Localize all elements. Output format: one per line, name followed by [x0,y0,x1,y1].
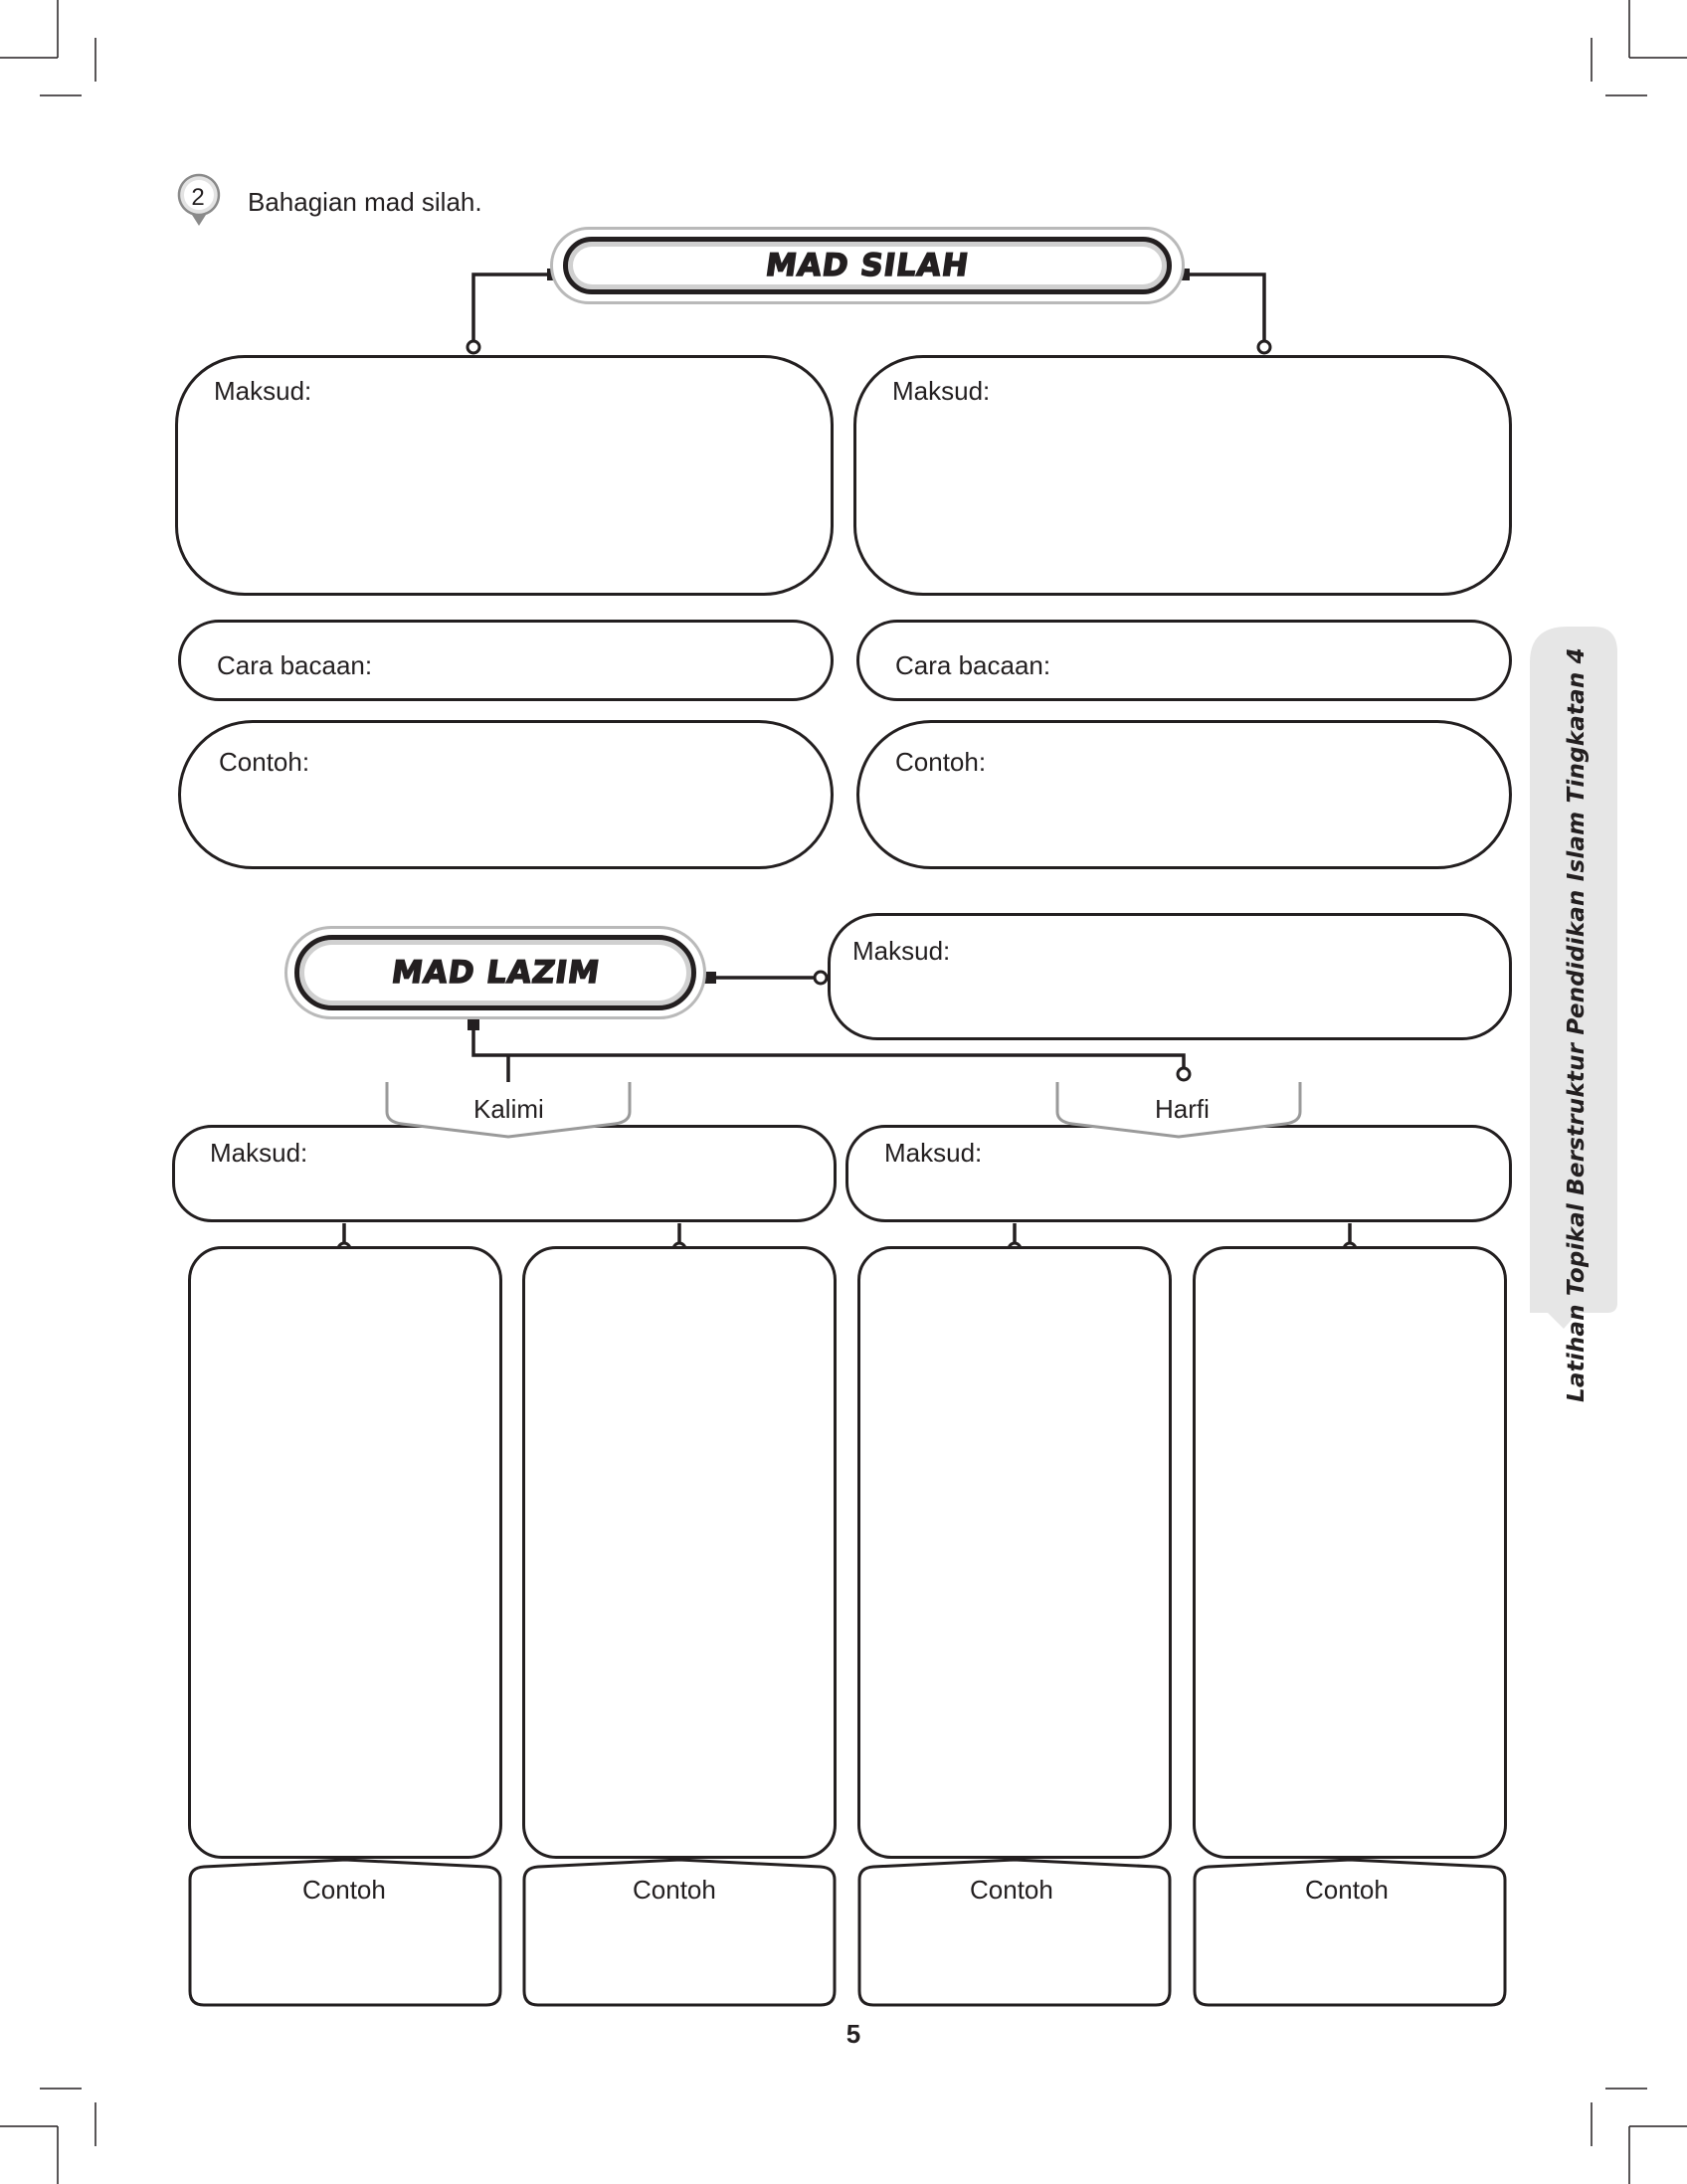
mad-silah-left-maksud-label: Maksud: [214,376,312,406]
mad-silah-left-contoh-box[interactable] [178,720,834,869]
mad-silah-title-text: MAD SILAH [763,248,972,283]
mad-silah-right-maksud-box[interactable] [853,355,1512,596]
mad-silah-left-contoh-label: Contoh: [219,747,310,777]
kalimi-contoh-label-1: Contoh [302,1875,386,1905]
page-number: 5 [845,2019,861,2049]
question-instruction: Bahagian mad silah. [248,187,482,217]
harfi-tab-label: Harfi [1155,1094,1210,1124]
kalimi-tab-label: Kalimi [473,1094,544,1124]
question-number: 2 [191,184,205,211]
mad-silah-left-maksud-box[interactable] [175,355,834,596]
kalimi-answer-box-1[interactable] [188,1246,502,1859]
side-tab-text: Latihan Topikal Berstruktur Pendidikan Islam Tingkatan 4 [1564,647,1590,1402]
harfi-answer-box-2[interactable] [1193,1246,1507,1859]
kalimi-answer-box-2[interactable] [522,1246,837,1859]
mad-lazim-maksud-box[interactable] [828,913,1512,1040]
harfi-contoh-label-2: Contoh [1305,1875,1389,1905]
mad-silah-left-cara-bacaan-box[interactable] [178,620,834,701]
mad-silah-title [563,237,1172,294]
kalimi-maksud-label: Maksud: [210,1138,308,1168]
mad-silah-right-contoh-label: Contoh: [895,747,987,777]
kalimi-contoh-label-2: Contoh [633,1875,716,1905]
mad-lazim-title-text: MAD LAZIM [388,955,603,991]
harfi-contoh-label-1: Contoh [970,1875,1053,1905]
mad-lazim-title [294,935,696,1010]
mad-silah-right-cara-bacaan-box[interactable] [856,620,1512,701]
mad-silah-right-cara-bacaan-label: Cara bacaan: [895,650,1051,680]
mad-silah-right-maksud-label: Maksud: [892,376,991,406]
mad-silah-right-contoh-box[interactable] [856,720,1512,869]
harfi-answer-box-1[interactable] [857,1246,1172,1859]
harfi-maksud-label: Maksud: [884,1138,983,1168]
mad-silah-left-cara-bacaan-label: Cara bacaan: [217,650,373,680]
mad-lazim-maksud-label: Maksud: [852,936,951,966]
